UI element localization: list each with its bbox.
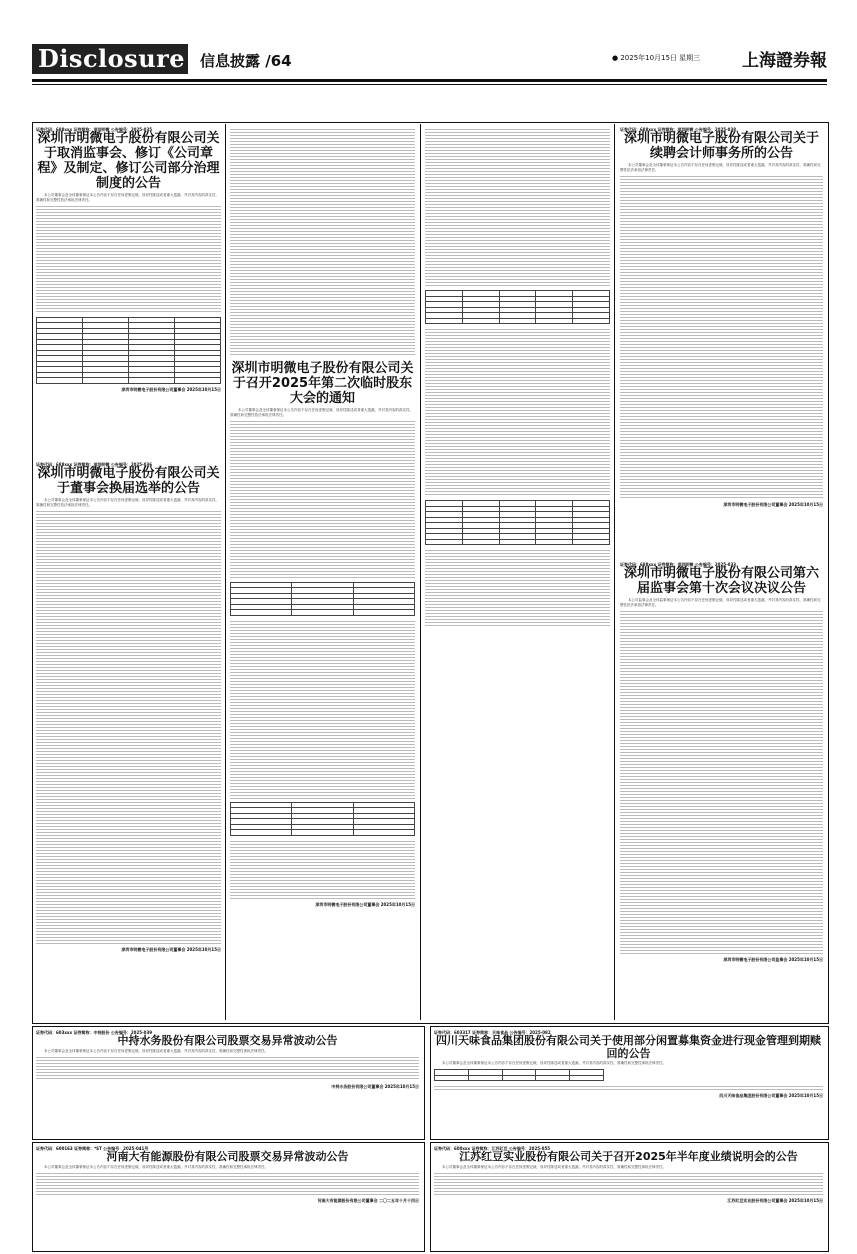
notice-code: 证券代码：603317 证券简称：天味食品 公告编号：2025-082 <box>434 1030 551 1035</box>
notice-title: 河南大有能源股份有限公司股票交易异常波动公告 <box>106 1150 349 1163</box>
notice-reappoint-auditor <box>620 127 823 557</box>
body-text-lines <box>425 548 610 628</box>
column-divider <box>420 124 421 1020</box>
newspaper-brand: 上海證券報 <box>742 51 827 71</box>
notice-title: 深圳市明微电子股份有限公司关于续聘会计师事务所的公告 <box>623 131 819 161</box>
body-text-lines <box>620 609 823 954</box>
masthead-rule-thin <box>32 84 827 85</box>
notice-signature: 四川天味食品集团股份有限公司董事会 2025年10月15日 <box>719 1093 823 1099</box>
notice-code: 证券代码：600xxx 证券简称：江苏红豆 公告编号：2025-055 <box>434 1146 551 1151</box>
notice-intro: 本公司董事会及全体董事保证本公告内容不存在任何虚假记载、误导性陈述或者重大遗漏，并对其内容的真实性、准确性和完整性依法承担法律责任。 <box>36 497 219 507</box>
notice-cancel-supervisory-board <box>36 127 221 452</box>
notice-title: 深圳市明微电子股份有限公司关于取消监事会、修订《公司章程》及制定、修订公司部分治理制度的公告 <box>37 131 220 191</box>
notice-title: 江苏红豆实业股份有限公司关于召开2025年半年度业绩说明会的公告 <box>459 1150 798 1163</box>
body-text-lines <box>36 204 221 314</box>
notice-intro: 本公司董事会及全体董事保证本公告内容不存在任何虚假记载、误导性陈述或者重大遗漏，并对其内容的真实性、准确性和完整性依法承担法律责任。 <box>620 162 821 172</box>
notice-signature: 深圳市明微电子股份有限公司董事会 2025年10月15日 <box>723 501 823 507</box>
notice-code: 证券代码：688xxx 证券简称：深圳明微 公告编号：2025-036 <box>36 462 153 467</box>
body-text-lines <box>230 419 415 579</box>
notice-signature: 河南大有能源股份有限公司董事会 二〇二五年十月十四日 <box>317 1197 419 1203</box>
notice-signature: 中持水务股份有限公司董事会 2025年10月15日 <box>331 1083 419 1089</box>
notice-tianwei-cash-management <box>434 1030 823 1134</box>
notice-intro: 本公司董事会及全体董事保证本公告内容不存在任何虚假记载、误导性陈述或者重大遗漏，并对其内容的真实性、准确性和完整性依法承担法律责任。 <box>36 192 219 202</box>
notice-signature: 深圳市明微电子股份有限公司监事会 2025年10月15日 <box>723 956 823 962</box>
notice-dayou-stock-volatility <box>36 1146 419 1246</box>
notice-code: 证券代码：603xxx 证券简称：中持股份 公告编号：2025-039 <box>36 1030 153 1035</box>
notice-signature: 深圳市明微电子股份有限公司董事会 2025年10月15日 <box>121 386 221 392</box>
body-text-lines <box>36 1055 419 1081</box>
continued-text-column-2 <box>230 127 415 357</box>
continued-text-column-3 <box>425 127 610 1017</box>
notice-zhongchi-stock-volatility <box>36 1030 419 1134</box>
body-text-lines <box>620 174 823 499</box>
masthead-rule <box>32 79 827 82</box>
column-divider <box>614 124 615 1020</box>
notice-hongdou-earnings-call <box>434 1146 823 1246</box>
notice-board-election <box>36 462 221 1017</box>
section-title: 信息披露 /64 <box>200 52 292 70</box>
notice-code: 证券代码：600163 证券简称：*ST 公告编号：2025-041号 <box>36 1146 149 1151</box>
body-text-lines <box>36 1171 419 1195</box>
body-text-lines <box>425 127 610 287</box>
notice-code: 证券代码：688xxx 证券简称：深圳明微 公告编号：2025-033 <box>620 562 737 567</box>
notice-signature: 深圳市明微电子股份有限公司董事会 2025年10月15日 <box>121 946 221 952</box>
notice-shareholder-meeting <box>230 362 415 1017</box>
notice-intro: 本公司董事会及全体董事保证本公告内容不存在任何虚假记载、误导性陈述或者重大遗漏，并对其内容的真实性、准确性和完整性承担法律责任。 <box>442 1164 666 1169</box>
notice-title: 深圳市明微电子股份有限公司关于董事会换届选举的公告 <box>37 466 220 496</box>
body-text-lines <box>36 509 221 944</box>
notice-intro: 本公司监事会及全体监事保证本公告内容不存在任何虚假记载、误导性陈述或者重大遗漏，并对其内容的真实性、准确性和完整性依法承担法律责任。 <box>620 597 821 607</box>
authorization-form-table <box>425 290 610 324</box>
meeting-agenda-table <box>230 582 415 616</box>
notice-title: 深圳市明微电子股份有限公司关于召开2025年第二次临时股东大会的通知 <box>231 361 414 406</box>
notice-signature: 深圳市明微电子股份有限公司董事会 2025年10月15日 <box>315 901 415 907</box>
notice-code: 证券代码：688xxx 证券简称：深圳明微 公告编号：2025-038 <box>620 127 737 132</box>
notice-title: 深圳市明微电子股份有限公司第六届监事会第十次会议决议公告 <box>623 566 819 596</box>
body-text-lines <box>230 127 415 357</box>
body-text-lines <box>434 1084 823 1090</box>
disclosure-logo: Disclosure <box>32 44 188 74</box>
notice-title: 中持水务股份有限公司股票交易异常波动公告 <box>117 1034 338 1047</box>
notice-intro: 本公司董事会及全体董事保证本公告内容不存在任何虚假记载、误导性陈述或者重大遗漏，并对其内容的真实性、准确性和完整性承担法律责任。 <box>442 1061 666 1066</box>
notice-intro: 本公司董事会及全体董事保证本公告内容不存在任何虚假记载、误导性陈述或者重大遗漏，并对其内容的真实性、准确性和完整性依法承担法律责任。 <box>230 407 413 417</box>
notice-code: 证券代码：688xxx 证券简称：深圳明微 公告编号：2025-035 <box>36 127 153 132</box>
body-text-lines <box>434 1171 823 1195</box>
proxy-voting-table <box>425 500 610 545</box>
notice-signature: 江苏红豆实业股份有限公司董事会 2025年10月15日 <box>727 1197 823 1203</box>
masthead <box>32 40 827 76</box>
notice-intro: 本公司董事会及全体董事保证本公告内容不存在任何虚假记载、误导性陈述或者重大遗漏，并对其内容的真实性、准确性和完整性承担法律责任。 <box>44 1164 268 1169</box>
issue-date: ● 2025年10月15日 星期三 <box>612 54 701 62</box>
notice-intro: 本公司董事会及全体董事保证本公告内容不存在任何虚假记载、误导性陈述或者重大遗漏，并对其内容的真实性、准确性和完整性承担法律责任。 <box>44 1048 268 1053</box>
notice-title: 四川天味食品集团股份有限公司关于使用部分闲置募集资金进行现金管理到期赎回的公告 <box>436 1034 821 1060</box>
body-text-lines <box>230 839 415 899</box>
notice-supervisory-resolution <box>620 562 823 1017</box>
column-divider <box>225 124 226 1020</box>
body-text-lines <box>230 619 415 799</box>
body-text-lines <box>425 327 610 497</box>
redemption-table <box>434 1069 604 1081</box>
voting-table <box>230 802 415 836</box>
governance-rules-table <box>36 317 221 384</box>
